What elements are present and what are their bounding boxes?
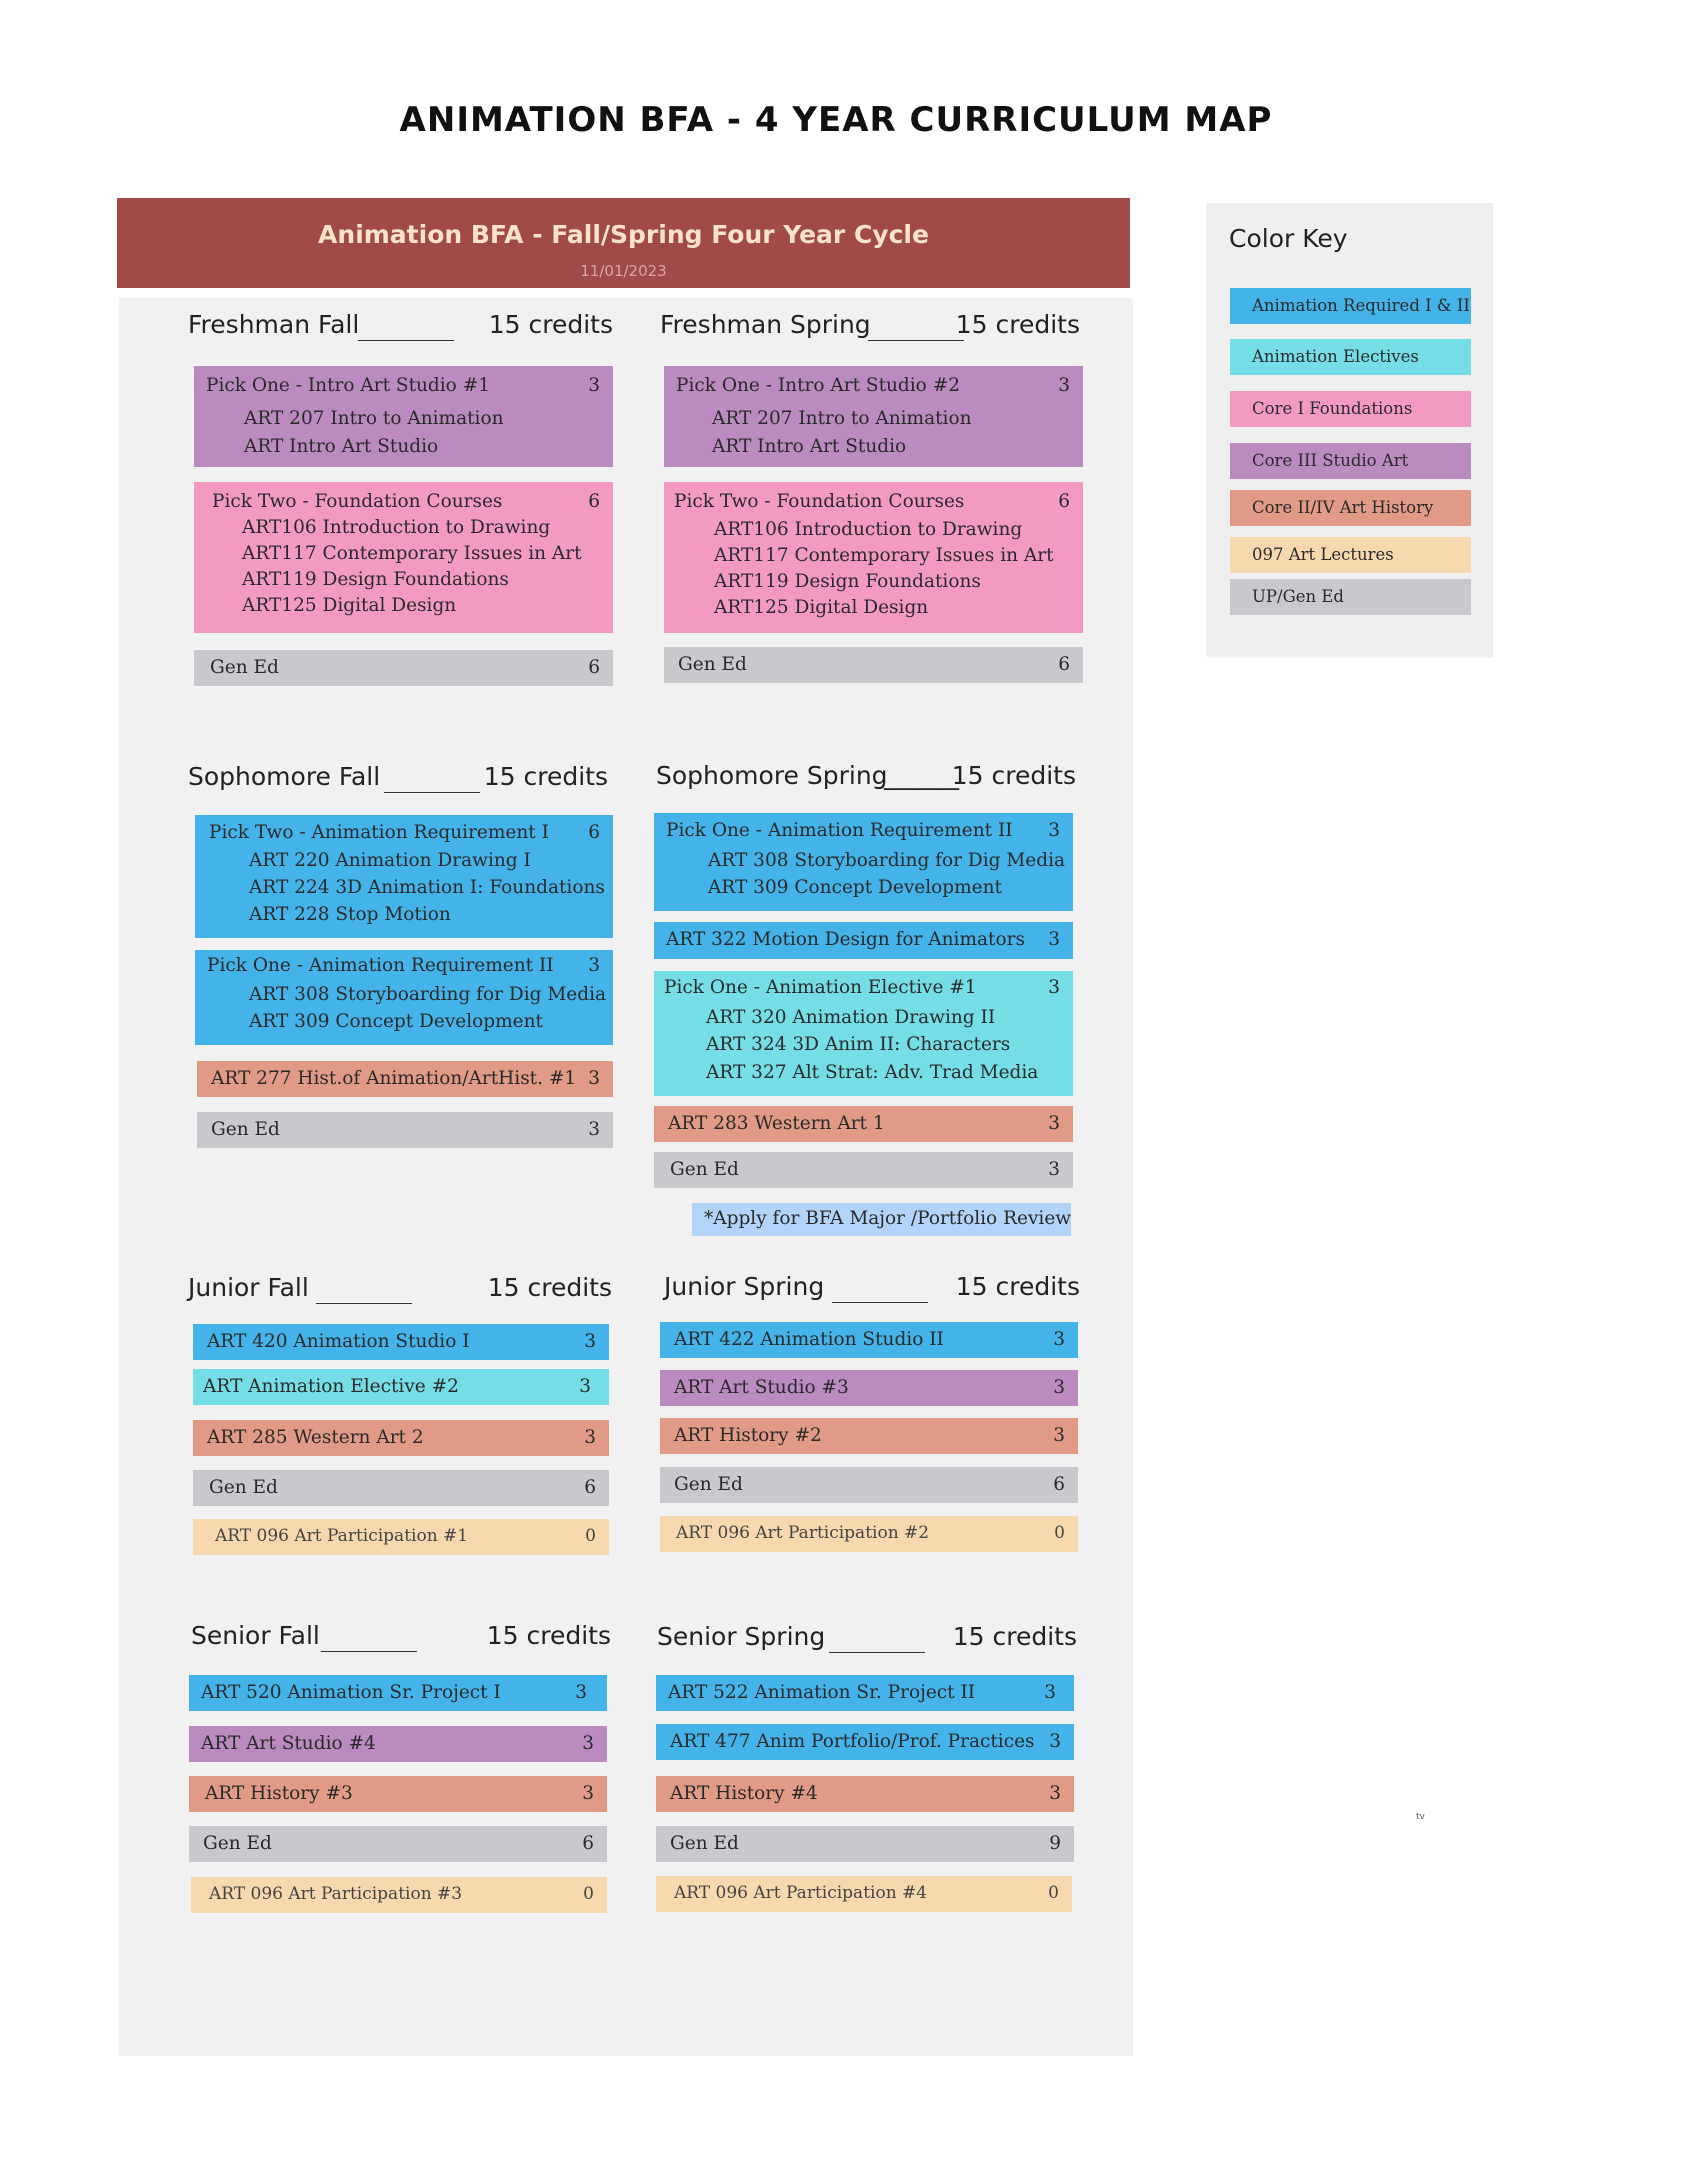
course-title: ART 277 Hist.of Animation/ArtHist. #1: [211, 1068, 577, 1089]
course-title: ART 477 Anim Portfolio/Prof. Practices: [670, 1731, 1035, 1752]
semester-name: Sophomore Fall: [188, 762, 381, 791]
page-title: ANIMATION BFA - 4 YEAR CURRICULUM MAP: [399, 100, 1273, 140]
color-key-label: UP/Gen Ed: [1252, 587, 1344, 606]
course-group: [194, 366, 613, 467]
course-credits: 3: [1044, 1682, 1056, 1703]
semester-name: Freshman Fall: [188, 310, 360, 339]
course-row: [189, 1776, 607, 1812]
course-option: ART 220 Animation Drawing I: [249, 850, 531, 871]
course-title: ART 422 Animation Studio II: [674, 1329, 944, 1350]
course-title: ART 522 Animation Sr. Project II: [668, 1682, 976, 1703]
course-row: [660, 1370, 1078, 1406]
semester-credits: 15 credits: [483, 762, 608, 791]
course-group: [654, 813, 1073, 911]
banner-title: Animation BFA - Fall/Spring Four Year Cycle: [318, 220, 929, 249]
semester-credits: 15 credits: [487, 1273, 612, 1302]
course-row: [656, 1876, 1072, 1912]
blank-line: [384, 792, 480, 793]
blank-line: [868, 340, 964, 341]
course-title: ART History #2: [674, 1425, 822, 1446]
course-row: [654, 1106, 1073, 1142]
semester-credits: 15 credits: [951, 761, 1076, 790]
course-group: [654, 971, 1073, 1096]
course-row: [193, 1324, 609, 1360]
course-credits: 3: [1053, 1377, 1065, 1398]
semester-header-sophomore-fall: [188, 762, 608, 798]
semester-credits: 15 credits: [955, 1272, 1080, 1301]
course-row: [660, 1467, 1078, 1503]
course-credits: 6: [1053, 1474, 1065, 1495]
blank-line: [321, 1651, 417, 1652]
semester-credits: 15 credits: [955, 310, 1080, 339]
course-row: [197, 1061, 613, 1097]
course-credits: 3: [1049, 1783, 1061, 1804]
course-group-title: Pick One - Intro Art Studio #1: [206, 375, 490, 396]
course-credits: 3: [588, 375, 600, 396]
course-row: [660, 1322, 1078, 1358]
course-option: ART 308 Storyboarding for Dig Media: [249, 984, 607, 1005]
course-row: [656, 1724, 1074, 1760]
course-option: ART 224 3D Animation I: Foundations: [249, 877, 605, 898]
course-option: ART106 Introduction to Drawing: [242, 517, 551, 538]
course-row: [654, 1152, 1073, 1188]
blank-underscores: ______: [884, 761, 959, 790]
course-title: ART Animation Elective #2: [203, 1376, 459, 1397]
semester-credits: 15 credits: [488, 310, 613, 339]
course-row: [189, 1726, 607, 1762]
course-row: [189, 1826, 607, 1862]
course-row: [656, 1826, 1074, 1862]
semester-name: Senior Spring: [657, 1622, 826, 1651]
course-row: [193, 1420, 609, 1456]
semester-header-senior-spring: [657, 1622, 1077, 1658]
course-title: Gen Ed: [678, 654, 747, 675]
course-row: [193, 1519, 609, 1555]
course-option: ART 308 Storyboarding for Dig Media: [708, 850, 1066, 871]
course-group: [195, 815, 613, 938]
course-title: ART Art Studio #3: [674, 1377, 849, 1398]
course-title: Gen Ed: [203, 1833, 272, 1854]
semester-name: Junior Fall: [188, 1273, 309, 1302]
color-key-label: 097 Art Lectures: [1252, 545, 1394, 564]
semester-credits: 15 credits: [952, 1622, 1077, 1651]
course-title: ART 096 Art Participation #2: [676, 1523, 930, 1543]
course-option: ART 327 Alt Strat: Adv. Trad Media: [706, 1062, 1039, 1083]
blank-line-text: [884, 761, 964, 797]
color-key-item: [1230, 537, 1471, 573]
blank-line: [358, 340, 454, 341]
course-credits: 3: [575, 1682, 587, 1703]
course-credits: 0: [583, 1884, 594, 1904]
semester-header-freshman-spring: [660, 310, 1080, 346]
semester-header-junior-fall: [188, 1273, 612, 1309]
course-title: ART 520 Animation Sr. Project I: [201, 1682, 501, 1703]
course-row: [194, 650, 613, 686]
course-credits: 3: [1053, 1425, 1065, 1446]
semester-header-senior-fall: [191, 1621, 611, 1657]
course-option: ART125 Digital Design: [714, 597, 929, 618]
course-row: [197, 1112, 613, 1148]
course-option: ART 324 3D Anim II: Characters: [706, 1034, 1011, 1055]
course-option: ART119 Design Foundations: [242, 569, 509, 590]
color-key-label: Core III Studio Art: [1252, 451, 1409, 470]
color-key-item: [1230, 443, 1471, 479]
course-credits: 3: [584, 1331, 596, 1352]
course-group-title: Pick One - Intro Art Studio #2: [676, 375, 960, 396]
course-credits: 3: [1048, 977, 1060, 998]
course-title: Gen Ed: [211, 1119, 280, 1140]
semester-header-sophomore-spring: [656, 761, 1076, 797]
color-key-label: Core I Foundations: [1252, 399, 1413, 418]
course-credits: 3: [1048, 820, 1060, 841]
course-group: [664, 366, 1083, 467]
course-credits: 3: [1048, 1113, 1060, 1134]
course-option: ART Intro Art Studio: [244, 436, 439, 457]
semester-credits: 15 credits: [486, 1621, 611, 1650]
color-key-item: [1230, 288, 1471, 324]
color-key-item: [1230, 490, 1471, 526]
course-option: ART 309 Concept Development: [249, 1011, 543, 1032]
color-key-item: [1230, 579, 1471, 615]
course-credits: 3: [582, 1783, 594, 1804]
course-title: ART 096 Art Participation #3: [209, 1884, 463, 1904]
stray-mark: tv: [1416, 1812, 1425, 1822]
course-row: [654, 922, 1073, 959]
course-credits: 6: [1058, 491, 1070, 512]
course-group: [664, 482, 1083, 633]
course-credits: 6: [588, 491, 600, 512]
semester-name: Junior Spring: [664, 1272, 825, 1301]
course-group-title: Pick Two - Foundation Courses: [674, 491, 965, 512]
course-credits: 3: [588, 955, 600, 976]
course-option: ART117 Contemporary Issues in Art: [714, 545, 1054, 566]
course-title: ART Art Studio #4: [201, 1733, 376, 1754]
course-group-title: Pick One - Animation Requirement II: [207, 955, 554, 976]
course-credits: 6: [588, 822, 600, 843]
course-row: [193, 1369, 609, 1405]
course-option: ART 207 Intro to Animation: [712, 408, 972, 429]
course-credits: 3: [1048, 1159, 1060, 1180]
course-option: ART 207 Intro to Animation: [244, 408, 504, 429]
course-credits: 3: [1049, 1731, 1061, 1752]
semester-name: Freshman Spring: [660, 310, 871, 339]
course-title: ART 283 Western Art 1: [668, 1113, 885, 1134]
course-option: ART106 Introduction to Drawing: [714, 519, 1023, 540]
course-row: [660, 1418, 1078, 1454]
course-credits: 3: [579, 1376, 591, 1397]
blank-line: [832, 1302, 928, 1303]
course-group: [194, 482, 613, 633]
course-title: Gen Ed: [210, 657, 279, 678]
color-key-item: [1230, 339, 1471, 375]
course-option: ART 309 Concept Development: [708, 877, 1002, 898]
course-option: ART117 Contemporary Issues in Art: [242, 543, 582, 564]
course-credits: 0: [1048, 1883, 1059, 1903]
course-title: ART 285 Western Art 2: [207, 1427, 424, 1448]
course-credits: 0: [1054, 1523, 1065, 1543]
course-title: Gen Ed: [670, 1159, 739, 1180]
color-key-panel: [1206, 203, 1493, 657]
course-credits: 3: [1048, 929, 1060, 950]
course-credits: 3: [582, 1733, 594, 1754]
blank-line: [316, 1303, 412, 1304]
course-title: Gen Ed: [209, 1477, 278, 1498]
portfolio-review-note: [692, 1203, 1071, 1236]
course-credits: 0: [585, 1526, 596, 1546]
course-title: ART 096 Art Participation #4: [674, 1883, 928, 1903]
course-credits: 3: [588, 1119, 600, 1140]
course-option: ART 228 Stop Motion: [249, 904, 451, 925]
color-key-label: Animation Electives: [1252, 347, 1419, 366]
course-title: Gen Ed: [670, 1833, 739, 1854]
course-title: ART History #3: [205, 1783, 353, 1804]
color-key-title: Color Key: [1229, 224, 1348, 253]
note-text: *Apply for BFA Major /Portfolio Review: [704, 1208, 1072, 1229]
semester-name: Sophomore Spring: [656, 761, 888, 790]
course-row: [660, 1516, 1078, 1552]
course-row: [193, 1470, 609, 1506]
course-title: ART 322 Motion Design for Animators: [666, 929, 1025, 950]
course-group-title: Pick Two - Foundation Courses: [212, 491, 503, 512]
course-group-title: Pick One - Animation Elective #1: [664, 977, 977, 998]
blank-line: [829, 1652, 925, 1653]
course-row: [656, 1776, 1074, 1812]
course-row: [189, 1675, 607, 1711]
semester-header-junior-spring: [664, 1272, 1080, 1308]
course-credits: 6: [588, 657, 600, 678]
course-group: [195, 950, 613, 1045]
course-title: Gen Ed: [674, 1474, 743, 1495]
semester-header-freshman-fall: [188, 310, 613, 346]
course-option: ART125 Digital Design: [242, 595, 457, 616]
color-key-item: [1230, 391, 1471, 427]
color-key-label: Animation Required I & II: [1252, 296, 1470, 315]
course-title: ART 096 Art Participation #1: [215, 1526, 469, 1546]
course-group-title: Pick One - Animation Requirement II: [666, 820, 1013, 841]
course-group-title: Pick Two - Animation Requirement I: [209, 822, 549, 843]
course-title: ART 420 Animation Studio I: [207, 1331, 470, 1352]
header-banner: [117, 198, 1130, 288]
banner-date: 11/01/2023: [580, 262, 667, 280]
course-row: [664, 647, 1083, 683]
course-credits: 3: [1058, 375, 1070, 396]
semester-name: Senior Fall: [191, 1621, 320, 1650]
course-option: ART119 Design Foundations: [714, 571, 981, 592]
color-key-label: Core II/IV Art History: [1252, 498, 1434, 517]
course-credits: 3: [1053, 1329, 1065, 1350]
course-row: [656, 1675, 1074, 1711]
course-option: ART 320 Animation Drawing II: [706, 1007, 996, 1028]
course-credits: 3: [588, 1068, 600, 1089]
course-credits: 9: [1049, 1833, 1061, 1854]
course-credits: 6: [582, 1833, 594, 1854]
course-option: ART Intro Art Studio: [712, 436, 907, 457]
course-credits: 3: [584, 1427, 596, 1448]
course-title: ART History #4: [670, 1783, 818, 1804]
course-row: [191, 1877, 607, 1913]
course-credits: 6: [1058, 654, 1070, 675]
course-credits: 6: [584, 1477, 596, 1498]
